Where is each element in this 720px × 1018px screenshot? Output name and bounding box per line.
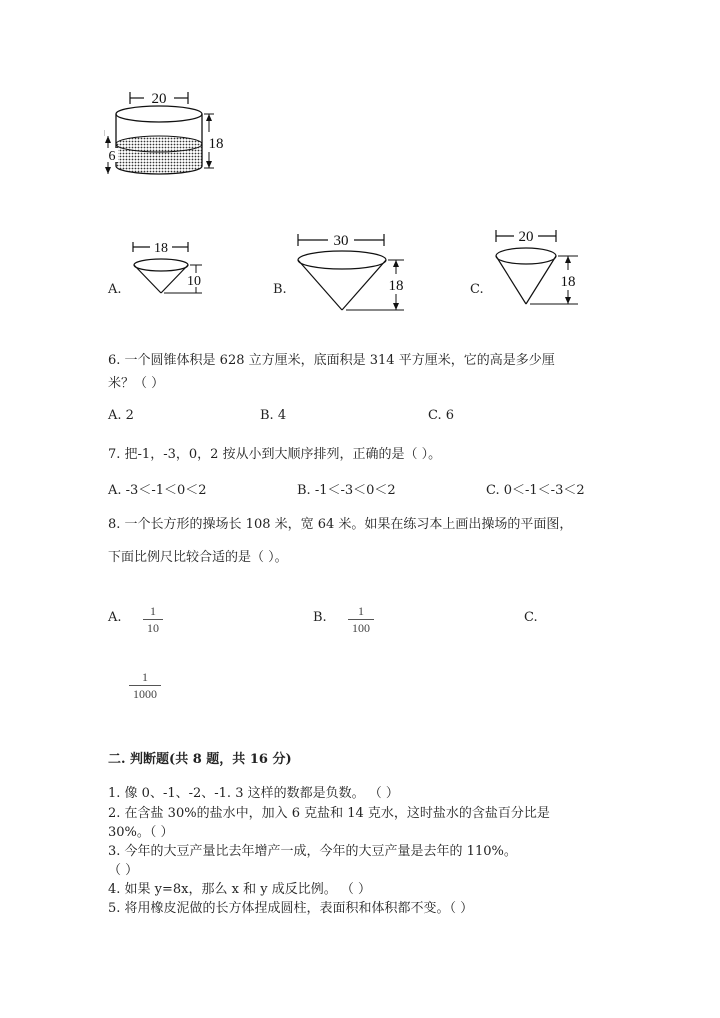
q6-stem-line2: 米？（ ）: [108, 376, 165, 391]
q6-stem-line1: 6. 一个圆锥体积是 628 立方厘米，底面积是 314 平方厘米，它的高是多少厘: [108, 353, 555, 368]
q8-fraction-a-denominator: 10: [147, 621, 159, 635]
judge-line-2: 2. 在含盐 30%的盐水中，加入 6 克盐和 14 克水，这时盐水的含盐百分比是: [108, 806, 550, 821]
cone-a-height-label: 10: [187, 274, 201, 289]
cone-a-diameter-label: 18: [154, 241, 168, 256]
q5-option-a[interactable]: A.: [108, 282, 122, 297]
q8-stem-line1: 8. 一个长方形的操场长 108 米，宽 64 米。如果在练习本上画出操场的平面图，: [108, 517, 573, 532]
q8-fraction-a-numerator: 1: [150, 604, 156, 618]
q8-stem-line2: 下面比例尺比较合适的是（ ）。: [108, 550, 288, 565]
judge-line-5: （ ）: [108, 863, 139, 878]
q8-fraction-b-numerator: 1: [358, 604, 364, 618]
q7-option-c[interactable]: C. 0＜-1＜-3＜2: [486, 483, 585, 498]
cylinder-water-height-label: 6: [108, 149, 116, 164]
q8-option-b[interactable]: B.: [313, 610, 327, 625]
q8-fraction-b: [348, 604, 374, 635]
section2-title: 二. 判断题(共 8 题，共 16 分): [108, 752, 292, 767]
judge-line-1: 1. 像 0、-1、-2、-1. 3 这样的数都是负数。 （ ）: [108, 786, 399, 801]
q6-option-c[interactable]: C. 6: [428, 408, 455, 423]
cone-b-diameter-label: 30: [333, 233, 349, 249]
judge-line-3: 30%。（ ）: [108, 825, 174, 840]
q7-option-b[interactable]: B. -1＜-3＜0＜2: [297, 483, 396, 498]
cylinder-figure: [104, 86, 224, 186]
judge-line-4: 3. 今年的大豆产量比去年增产一成，今年的大豆产量是去年的 110%。: [108, 844, 517, 859]
q8-fraction-c: [129, 670, 161, 701]
q8-fraction-c-numerator: 1: [142, 670, 148, 684]
cone-b-figure: [292, 228, 410, 314]
q6-option-b[interactable]: B. 4: [260, 408, 287, 423]
q5-option-b[interactable]: B.: [273, 282, 287, 297]
cylinder-height-label: 18: [208, 136, 224, 152]
q8-option-c[interactable]: C.: [524, 610, 538, 625]
q8-fraction-b-denominator: 100: [352, 621, 370, 635]
q8-fraction-a: [143, 604, 163, 635]
judge-line-7: 5. 将用橡皮泥做的长方体捏成圆柱，表面积和体积都不变。（ ）: [108, 901, 474, 916]
cone-a-figure: [128, 236, 208, 302]
q5-option-c[interactable]: C.: [470, 282, 484, 297]
cone-c-figure: [490, 224, 586, 310]
q8-option-a[interactable]: A.: [108, 610, 122, 625]
q8-fraction-c-denominator: 1000: [133, 687, 157, 701]
cone-b-height-label: 18: [388, 278, 404, 294]
cone-c-diameter-label: 20: [518, 229, 534, 245]
q6-option-a[interactable]: A. 2: [108, 408, 134, 423]
q7-stem: 7. 把-1，-3，0，2 按从小到大顺序排列，正确的是（ ）。: [108, 447, 442, 462]
cylinder-diameter-label: 20: [151, 91, 167, 107]
q7-option-a[interactable]: A. -3＜-1＜0＜2: [108, 483, 207, 498]
cone-c-height-label: 18: [560, 274, 576, 290]
judge-line-6: 4. 如果 y=8x，那么 x 和 y 成反比例。 （ ）: [108, 882, 371, 897]
